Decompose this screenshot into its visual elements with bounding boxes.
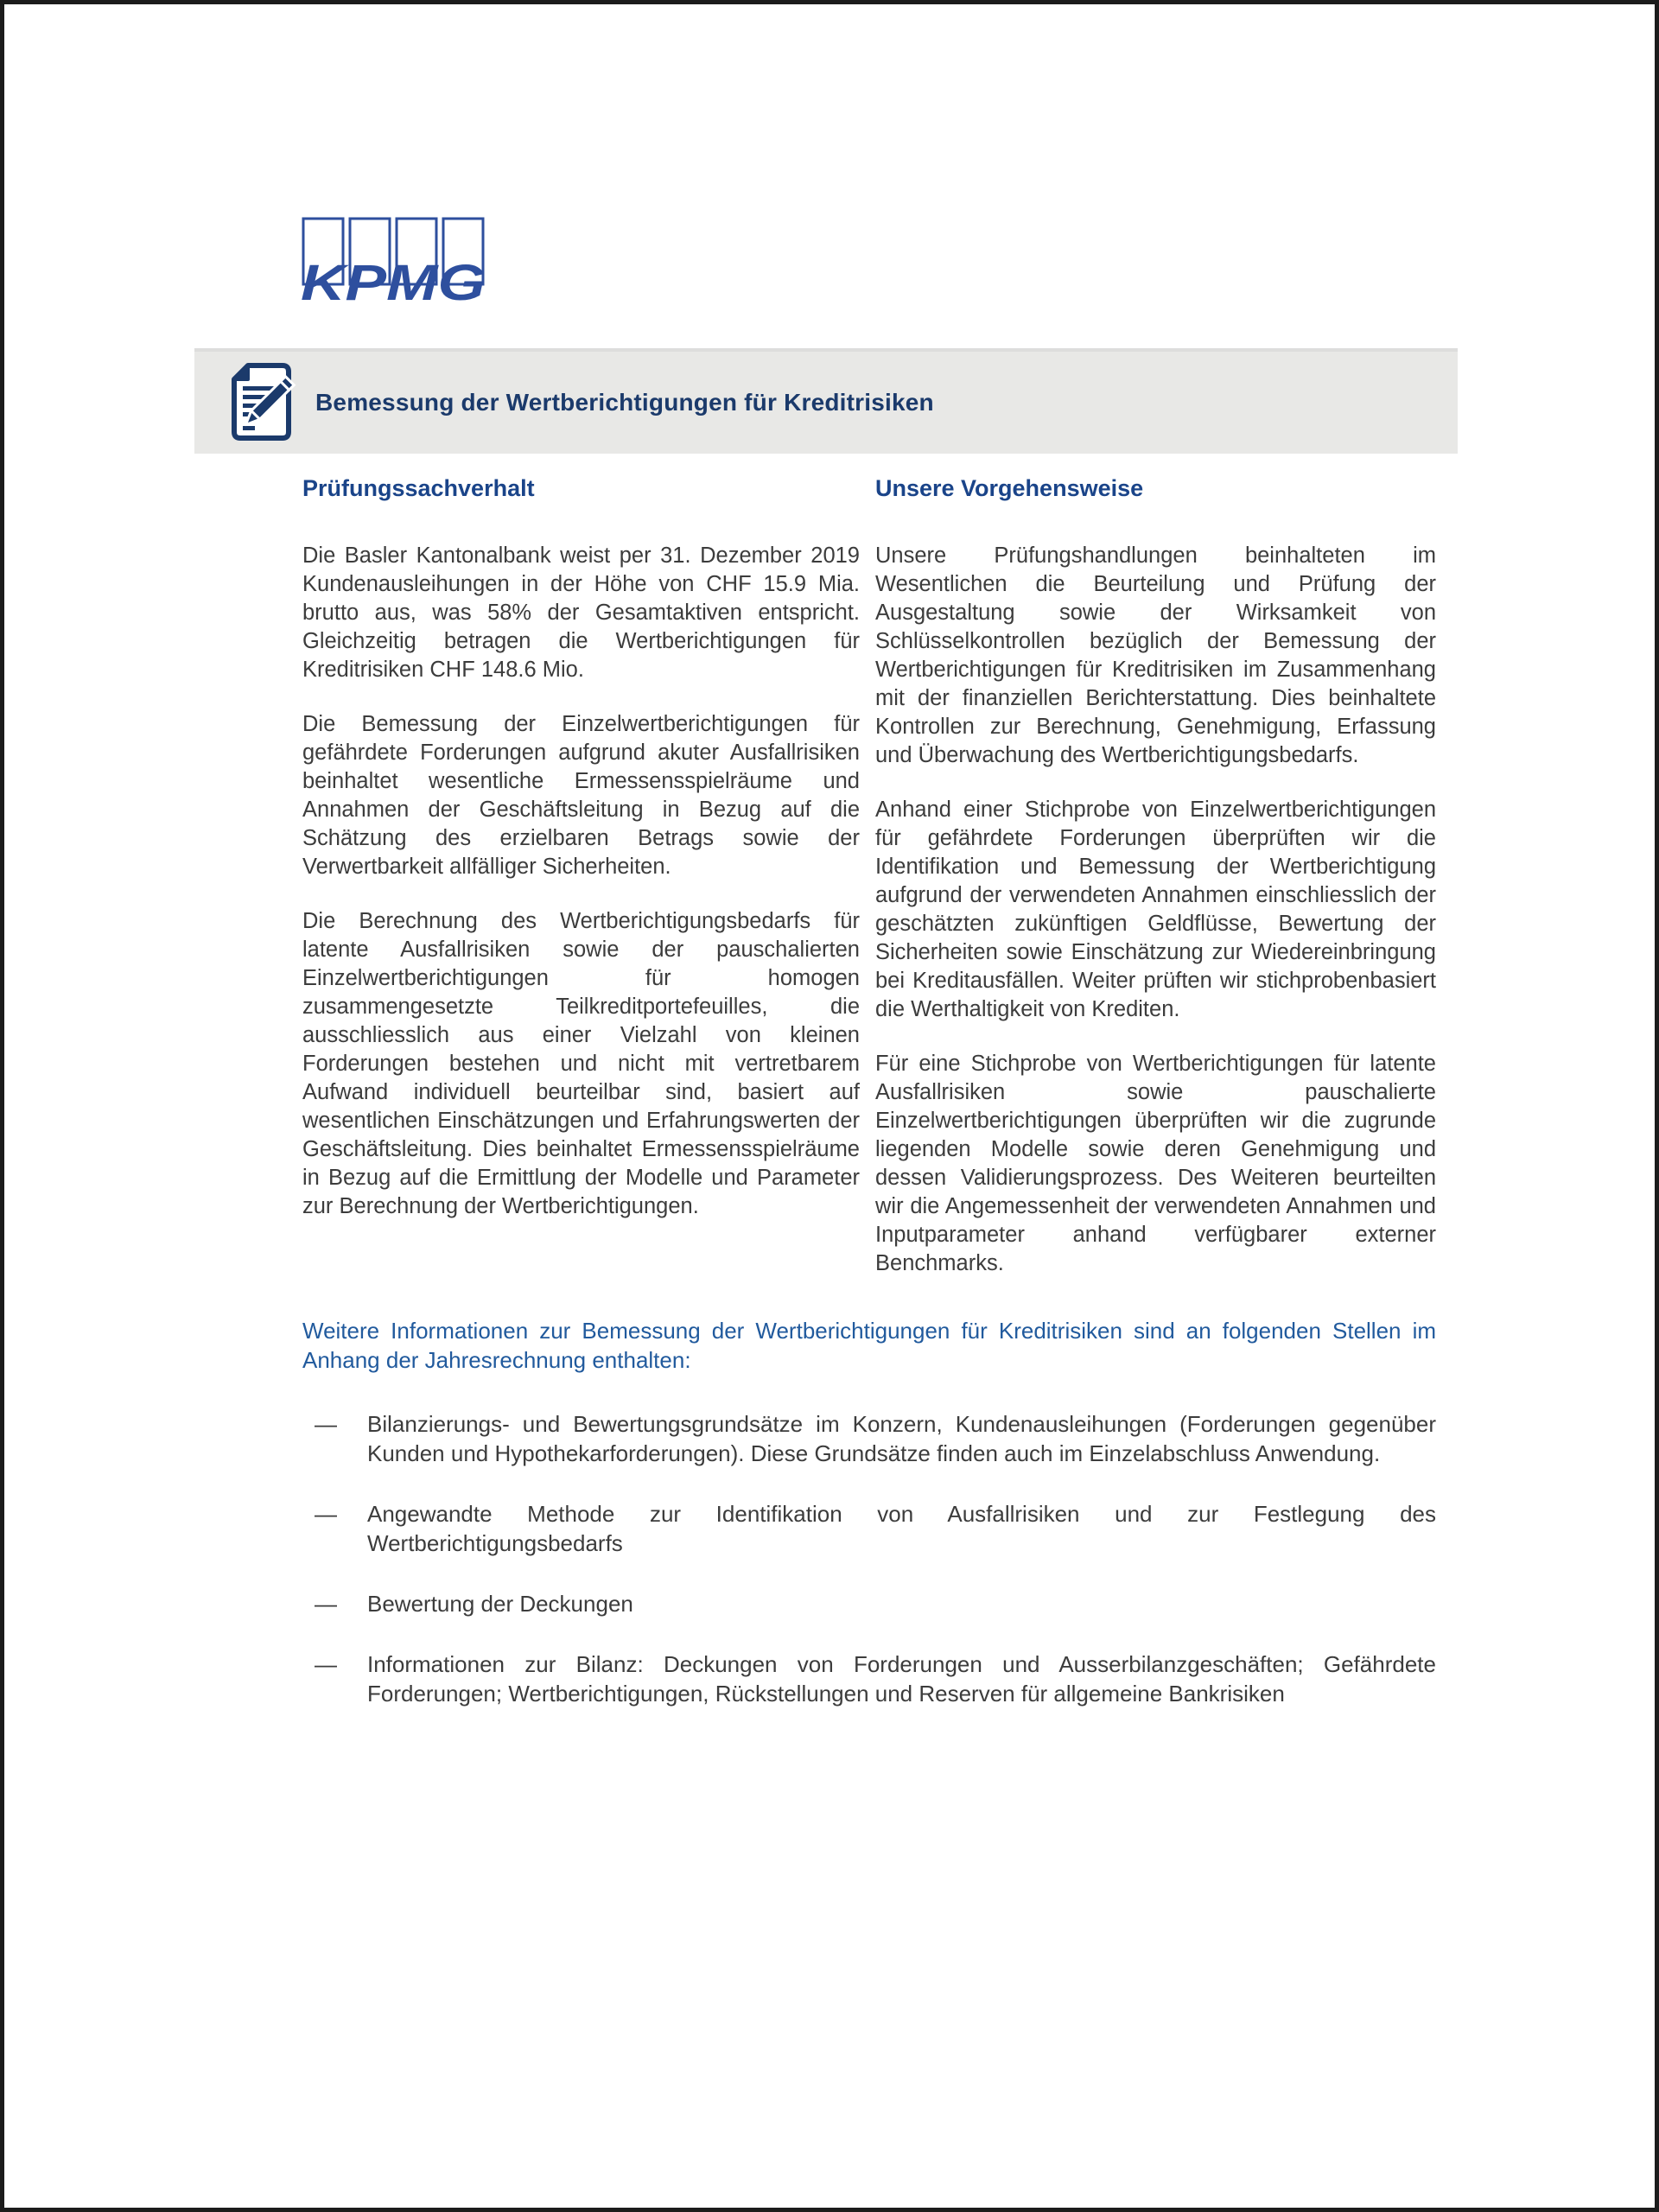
paragraph: Die Bemessung der Einzelwertberichtigungen für gefährdete Forderungen aufgrund akuter Ausfallrisiken beinhaltet wesentliche Ermessensspielräume und Annahmen der Geschäftsleitung in Bezug auf die Schätzung des erzielbaren Betrags sowie der Verwertbarkeit allfälliger Sicherheiten.: [302, 712, 860, 879]
right-column: [875, 475, 1436, 1278]
dash-bullet: —: [315, 1651, 337, 1677]
left-column: [302, 475, 860, 1278]
reference-list: [302, 1409, 1436, 1708]
paragraph: Für eine Stichprobe von Wertberichtigungen für latente Ausfallrisiken sowie pauschalierte Einzelwertberichtigungen überprüften wir die zugrunde liegenden Modelle sowie deren Genehmigung und dessen Validierungsprozess. Des Weiteren beurteilten wir die Angemessenheit der verwendeten Annahmen und Inputparameter anhand verfügbarer externer Benchmarks.: [875, 1052, 1436, 1275]
list-item: [302, 1409, 1436, 1468]
list-item-text: Angewandte Methode zur Identifikation von Ausfallrisiken und zur Festlegung des Wertberichtigungsbedarfs: [367, 1501, 1436, 1556]
kpmg-wordmark: KPMG: [301, 255, 486, 303]
main-content: [302, 475, 1436, 1739]
dash-bullet: —: [315, 1411, 337, 1437]
list-item: [302, 1589, 1436, 1618]
more-info-intro: Weitere Informationen zur Bemessung der Wertberichtigungen für Kreditrisiken sind an folgenden Stellen im Anhang der Jahresrechnung enthalten:: [302, 1318, 1436, 1373]
section-title: Bemessung der Wertberichtigungen für Kreditrisiken: [315, 389, 934, 416]
list-item-text: Bewertung der Deckungen: [367, 1591, 633, 1617]
paragraph: Die Berechnung des Wertberichtigungsbedarfs für latente Ausfallrisiken sowie der pauschalierten Einzelwertberichtigungen für homogen zusammengesetzte Teilkreditportefeuilles, die ausschliesslich aus einer Vielzahl von kleinen Forderungen bestehen und nicht mit vertretbarem Aufwand individuell beurteilbar sind, basiert auf wesentlichen Einschätzungen und Erfahrungswerten der Geschäftsleitung. Dies beinhaltet Ermessensspielräume in Bezug auf die Ermittlung der Modelle und Parameter zur Berechnung der Wertberichtigungen.: [302, 909, 860, 1218]
document-pencil-icon: [227, 362, 298, 443]
dash-bullet: —: [315, 1501, 337, 1527]
list-item: [302, 1499, 1436, 1558]
paragraph: Unsere Prüfungshandlungen beinhalteten im Wesentlichen die Beurteilung und Prüfung der Ausgestaltung sowie der Wirksamkeit von Schlüsselkontrollen bezüglich der Bemessung der Wertberichtigungen für Kreditrisiken im Zusammenhang mit der finanziellen Berichterstattung. Dies beinhaltete Kontrollen zur Berechnung, Genehmigung, Erfassung und Überwachung des Wertberichtigungsbedarfs.: [875, 543, 1436, 767]
right-column-heading: Unsere Vorgehensweise: [875, 475, 1144, 501]
kpmg-logo: [301, 217, 489, 303]
section-header-bar: [194, 348, 1458, 454]
list-item: [302, 1649, 1436, 1708]
two-column-layout: [302, 475, 1436, 1278]
paragraph: Anhand einer Stichprobe von Einzelwertberichtigungen für gefährdete Forderungen überprüften wir die Identifikation und Bemessung der Wertberichtigung aufgrund der verwendeten Annahmen einschliesslich der geschätzten zukünftigen Geldflüsse, Bewertung der Sicherheiten sowie Einschätzung zur Wiedereinbringung bei Kreditausfällen. Weiter prüften wir stichprobenbasiert die Werthaltigkeit von Krediten.: [875, 798, 1436, 1021]
paragraph: Die Basler Kantonalbank weist per 31. Dezember 2019 Kundenausleihungen in der Höhe von CHF 15.9 Mia. brutto aus, was 58% der Gesamtaktiven entspricht. Gleichzeitig betragen die Wertberichtigungen für Kreditrisiken CHF 148.6 Mio.: [302, 543, 860, 682]
left-column-heading: Prüfungssachverhalt: [302, 475, 535, 501]
list-item-text: Bilanzierungs- und Bewertungsgrundsätze im Konzern, Kundenausleihungen (Forderungen gegenüber Kunden und Hypothekarforderungen). Diese Grundsätze finden auch im Einzelabschluss Anwendung.: [367, 1411, 1436, 1466]
dash-bullet: —: [315, 1591, 337, 1617]
kpmg-logo-graphic: [301, 217, 489, 303]
list-item-text: Informationen zur Bilanz: Deckungen von Forderungen und Ausserbilanzgeschäften; Gefährdete Forderungen; Wertberichtigungen, Rückstellungen und Reserven für allgemeine Bankrisiken: [367, 1651, 1436, 1707]
